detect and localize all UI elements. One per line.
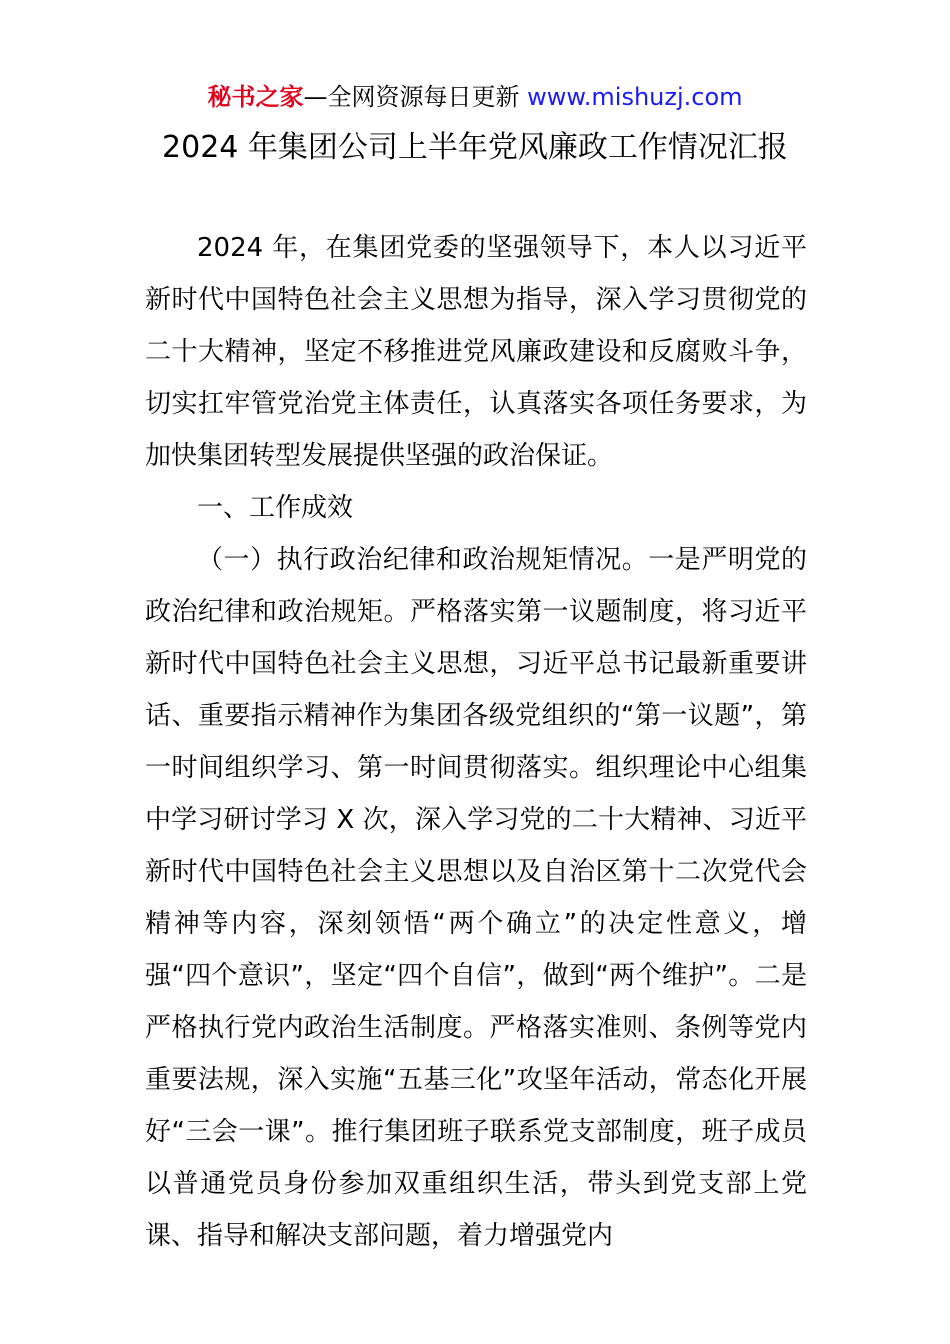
site-url-link[interactable]: www.mishuzj.com [527, 83, 743, 111]
site-header [0, 80, 950, 114]
site-tagline: —全网资源每日更新 [303, 83, 528, 111]
document-title: 2024 年集团公司上半年党风廉政工作情况汇报 [162, 130, 788, 165]
document-body [145, 222, 807, 1262]
intro-paragraph: 2024 年，在集团党委的坚强领导下，本人以习近平新时代中国特色社会主义思想为指导，深入学习贯彻党的二十大精神，坚定不移推进党风廉政建设和反腐败斗争，切实扛牢管党治党主体责任，认真落实各项任务要求，为加快集团转型发展提供坚强的政治保证。 [145, 233, 807, 471]
section-paragraph: （一）执行政治纪律和政治规矩情况。一是严明党的政治纪律和政治规矩。严格落实第一议题制度，将习近平新时代中国特色社会主义思想，习近平总书记最新重要讲话、重要指示精神作为集团各级党组织的“第一议题”，第一时间组织学习、第一时间贯彻落实。组织理论中心组集中学习研讨学习 X 次，深入学习党的二十大精神、习近平新时代中国特色社会主义思想以及自治区第十二次党代会精神等内容，深刻领悟“两个确立”的决定性意义，增强“四个意识”，坚定“四个自信”，做到“两个维护”。二是严格执行党内政治生活制度。严格落实准则、条例等党内重要法规，深入实施“五基三化”攻坚年活动，常态化开展好“三会一课”。推行集团班子联系党支部制度，班子成员以普通党员身份参加双重组织生活，带头到党支部上党课、指导和解决支部问题，着力增强党内 [145, 545, 807, 1251]
site-brand: 秘书之家 [207, 83, 304, 111]
section-heading: 一、工作成效 [197, 493, 354, 523]
